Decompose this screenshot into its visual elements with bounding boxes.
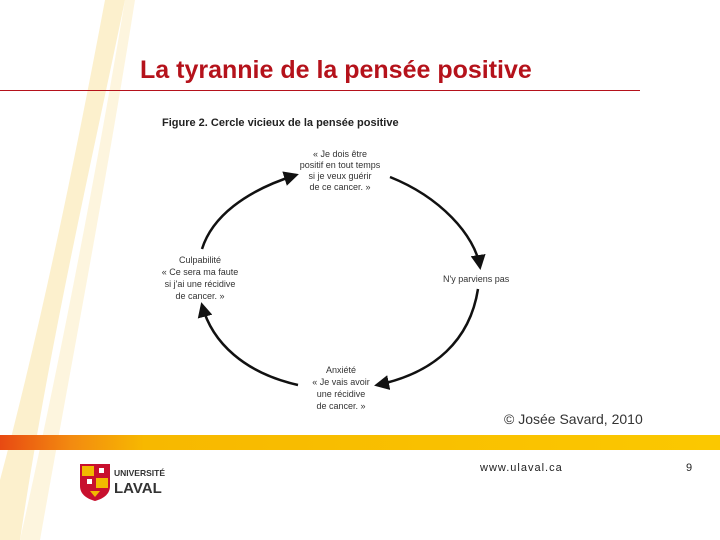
node-bottom-line-2: « Je vais avoir (312, 377, 370, 387)
node-right-line-1: N'y parviens pas (443, 274, 510, 284)
arrow-right-to-bottom (377, 289, 478, 385)
title-divider (0, 90, 640, 91)
logo-universite-text: UNIVERSITÉ (114, 468, 166, 478)
node-top-line-4: de ce cancer. » (309, 182, 371, 192)
node-top-line-2: positif en tout temps (299, 160, 381, 170)
logo-laval-text: LAVAL (114, 480, 162, 497)
universite-laval-logo (78, 462, 168, 502)
figure-caption: Figure 2. Cercle vicieux de la pensée positive (162, 117, 399, 129)
node-left (162, 255, 239, 301)
node-left-line-2: « Ce sera ma faute (161, 267, 239, 277)
node-left-line-3: si j'ai une récidive (164, 279, 236, 289)
arrow-top-to-right (390, 177, 480, 267)
node-left-line-4: de cancer. » (175, 291, 225, 301)
node-top (300, 149, 381, 192)
vicious-circle-diagram (150, 105, 530, 415)
footer-color-bar (0, 435, 720, 450)
laval-shield-icon (80, 464, 110, 501)
copyright-credit: © Josée Savard, 2010 (504, 411, 643, 427)
node-top-line-1: « Je dois être (312, 149, 368, 159)
node-bottom-line-3: une récidive (316, 389, 366, 399)
slide-title: La tyrannie de la pensée positive (140, 56, 532, 84)
node-top-line-3: si je veux guérir (308, 171, 372, 181)
node-left-line-1: Culpabilité (178, 255, 222, 265)
node-right (443, 274, 510, 284)
arrow-bottom-to-left (202, 305, 298, 385)
footer-url: www.ulaval.ca (480, 462, 563, 474)
arrow-left-to-top (202, 175, 296, 249)
node-bottom-line-4: de cancer. » (316, 401, 366, 411)
node-bottom (312, 365, 370, 411)
node-bottom-line-1: Anxiété (325, 365, 357, 375)
page-number: 9 (686, 462, 693, 474)
